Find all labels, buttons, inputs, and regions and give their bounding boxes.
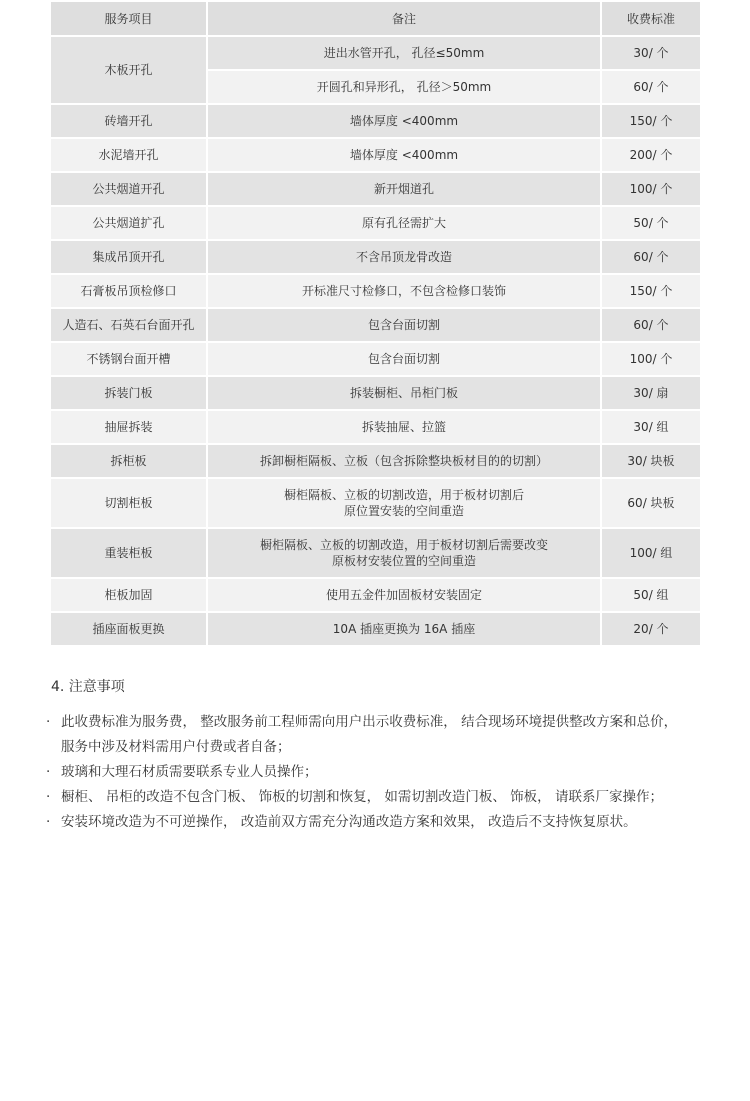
table-row bbox=[51, 613, 700, 645]
row-note: 进出水管开孔， 孔径≤50mm bbox=[208, 37, 600, 69]
row-item: 切割柜板 bbox=[51, 479, 206, 527]
row-note: 不含吊顶龙骨改造 bbox=[208, 241, 600, 273]
row-note: 橱柜隔板、立板的切割改造，用于板材切割后需要改变 原板材安装位置的空间重造 bbox=[208, 529, 600, 577]
row-item: 拆柜板 bbox=[51, 445, 206, 477]
row-price: 30/ 个 bbox=[602, 37, 700, 69]
header-note: 备注 bbox=[208, 2, 600, 35]
table-row bbox=[51, 139, 700, 171]
row-price: 100/ 组 bbox=[602, 529, 700, 577]
row-price: 150/ 个 bbox=[602, 105, 700, 137]
row-price: 20/ 个 bbox=[602, 613, 700, 645]
row-note: 使用五金件加固板材安装固定 bbox=[208, 579, 600, 611]
table-row bbox=[51, 529, 700, 577]
row-price: 30/ 组 bbox=[602, 411, 700, 443]
bullet-dot: · bbox=[46, 814, 51, 830]
table-row bbox=[51, 241, 700, 273]
row-note: 开标准尺寸检修口，不包含检修口装饰 bbox=[208, 275, 600, 307]
table-row bbox=[51, 579, 700, 611]
row-price: 50/ 组 bbox=[602, 579, 700, 611]
row-item: 公共烟道扩孔 bbox=[51, 207, 206, 239]
row-note: 墙体厚度 <400mm bbox=[208, 105, 600, 137]
row-price: 60/ 个 bbox=[602, 241, 700, 273]
row-note: 墙体厚度 <400mm bbox=[208, 139, 600, 171]
row-note: 橱柜隔板、立板的切割改造，用于板材切割后 原位置安装的空间重造 bbox=[208, 479, 600, 527]
table-row bbox=[51, 105, 700, 137]
row-item: 水泥墙开孔 bbox=[51, 139, 206, 171]
fee-table bbox=[49, 0, 702, 647]
row-note: 新开烟道孔 bbox=[208, 173, 600, 205]
table-row bbox=[51, 411, 700, 443]
bullet-dot: · bbox=[46, 714, 51, 730]
row-item: 柜板加固 bbox=[51, 579, 206, 611]
row-price: 30/ 块板 bbox=[602, 445, 700, 477]
bullet-dot: · bbox=[46, 764, 51, 780]
row-price: 200/ 个 bbox=[602, 139, 700, 171]
notes-line: 橱柜、 吊柜的改造不包含门板、 饰板的切割和恢复， 如需切割改造门板、 饰板， 请联系厂家操作； bbox=[61, 789, 663, 805]
notes-line: 服务中涉及材料需用户付费或者自备； bbox=[61, 739, 291, 755]
notes-line: 安装环境改造为不可逆操作， 改造前双方需充分沟通改造方案和效果， 改造后不支持恢复原状。 bbox=[61, 814, 637, 830]
table-row bbox=[51, 207, 700, 239]
header-price: 收费标准 bbox=[602, 2, 700, 35]
table-row bbox=[51, 343, 700, 375]
notes-line: 此收费标准为服务费， 整改服务前工程师需向用户出示收费标准， 结合现场环境提供整改方案和总价， bbox=[61, 714, 678, 730]
row-price: 150/ 个 bbox=[602, 275, 700, 307]
row-note: 开圆孔和异形孔， 孔径＞50mm bbox=[208, 71, 600, 103]
notes-item bbox=[46, 710, 736, 760]
notes-item bbox=[46, 760, 736, 785]
row-price: 60/ 个 bbox=[602, 71, 700, 103]
table-row bbox=[51, 309, 700, 341]
row-note: 原有孔径需扩大 bbox=[208, 207, 600, 239]
notes-title: 4. 注意事项 bbox=[51, 679, 125, 695]
row-item: 砖墙开孔 bbox=[51, 105, 206, 137]
row-item: 拆装门板 bbox=[51, 377, 206, 409]
table-row bbox=[51, 173, 700, 205]
header-service-item: 服务项目 bbox=[51, 2, 206, 35]
row-price: 100/ 个 bbox=[602, 173, 700, 205]
row-price: 30/ 扇 bbox=[602, 377, 700, 409]
row-note: 包含台面切割 bbox=[208, 309, 600, 341]
row-price: 60/ 个 bbox=[602, 309, 700, 341]
table-row bbox=[51, 377, 700, 409]
table-header-row bbox=[51, 2, 700, 35]
row-price: 50/ 个 bbox=[602, 207, 700, 239]
table-row bbox=[51, 37, 700, 69]
row-item: 石膏板吊顶检修口 bbox=[51, 275, 206, 307]
notes-item bbox=[46, 810, 736, 835]
row-item: 抽屉拆装 bbox=[51, 411, 206, 443]
notes-line: 玻璃和大理石材质需要联系专业人员操作； bbox=[61, 764, 318, 780]
table-row bbox=[51, 479, 700, 527]
notes-list bbox=[46, 710, 736, 835]
table-row bbox=[51, 445, 700, 477]
row-item: 人造石、石英石台面开孔 bbox=[51, 309, 206, 341]
row-item: 木板开孔 bbox=[51, 37, 206, 103]
table-row bbox=[51, 275, 700, 307]
row-item: 插座面板更换 bbox=[51, 613, 206, 645]
row-note: 包含台面切割 bbox=[208, 343, 600, 375]
row-note: 拆装橱柜、吊柜门板 bbox=[208, 377, 600, 409]
row-note: 拆卸橱柜隔板、立板（包含拆除整块板材目的的切割） bbox=[208, 445, 600, 477]
notes-item bbox=[46, 785, 736, 810]
row-item: 公共烟道开孔 bbox=[51, 173, 206, 205]
row-item: 重装柜板 bbox=[51, 529, 206, 577]
row-item: 不锈钢台面开槽 bbox=[51, 343, 206, 375]
row-note: 拆装抽屉、拉篮 bbox=[208, 411, 600, 443]
row-note: 10A 插座更换为 16A 插座 bbox=[208, 613, 600, 645]
row-price: 100/ 个 bbox=[602, 343, 700, 375]
row-item: 集成吊顶开孔 bbox=[51, 241, 206, 273]
bullet-dot: · bbox=[46, 789, 51, 805]
row-price: 60/ 块板 bbox=[602, 479, 700, 527]
